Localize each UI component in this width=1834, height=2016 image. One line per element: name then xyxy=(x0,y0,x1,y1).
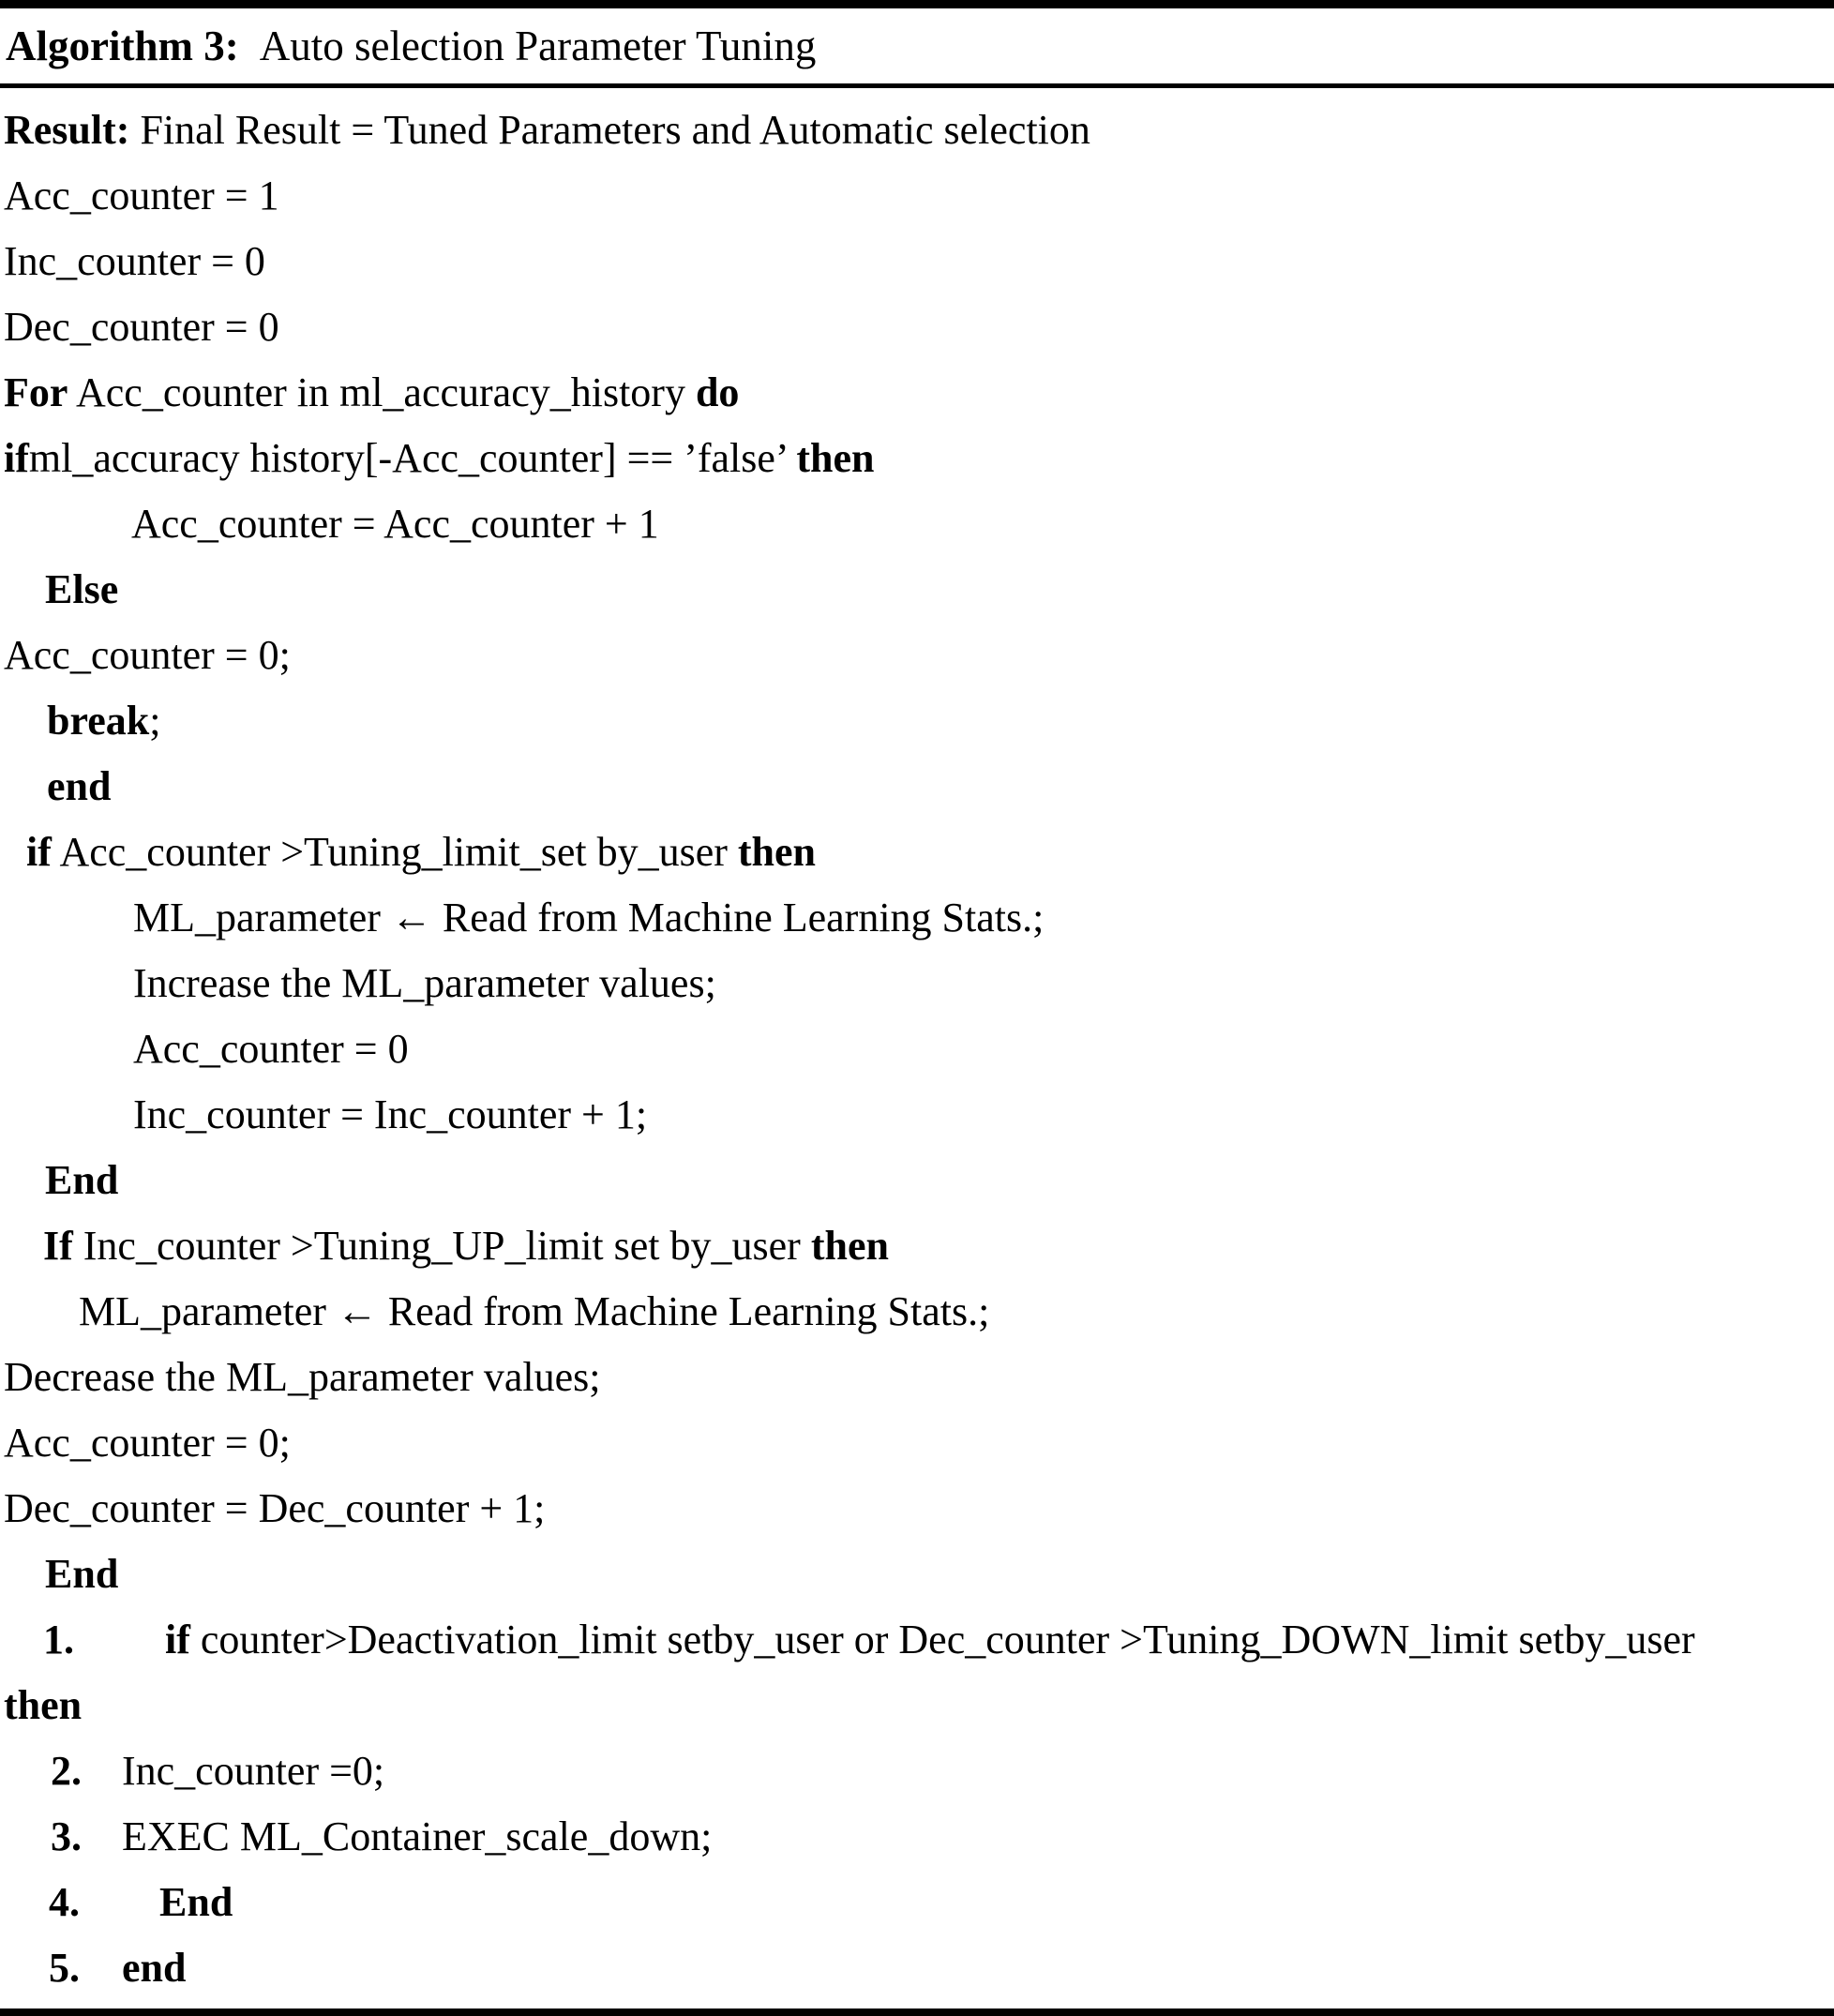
keyword-text: then xyxy=(4,1682,83,1728)
algorithm-line xyxy=(0,426,1834,491)
statement-text: Inc_counter >Tuning_UP_limit set by_user xyxy=(72,1223,811,1269)
algorithm-title: Auto selection Parameter Tuning xyxy=(259,23,817,69)
algorithm-number-label: Algorithm 3: xyxy=(6,23,239,69)
algorithm-line xyxy=(0,1476,1834,1542)
statement-text: counter>Deactivation_limit setby_user or Dec_counter >Tuning_DOWN_limit setby_user xyxy=(189,1617,1695,1662)
algorithm-line xyxy=(0,491,1834,557)
algorithm-line xyxy=(0,1345,1834,1410)
step-number: 2. xyxy=(51,1748,82,1794)
algorithm-line xyxy=(0,754,1834,820)
algorithm-line xyxy=(0,623,1834,688)
algorithm-line xyxy=(0,294,1834,360)
statement-text: Final Result = Tuned Parameters and Automatic selection xyxy=(129,107,1090,153)
keyword-text: if xyxy=(26,829,52,875)
statement-text: Inc_counter = 0 xyxy=(4,238,265,284)
keyword-text: do xyxy=(695,369,740,415)
algorithm-line xyxy=(0,1738,1834,1804)
keyword-text: Else xyxy=(45,566,119,612)
algorithm-line xyxy=(0,951,1834,1016)
statement-text: ML_parameter ← Read from Machine Learning Stats.; xyxy=(79,1288,990,1334)
algorithm-line xyxy=(0,1148,1834,1213)
statement-text: Acc_counter in ml_accuracy_history xyxy=(68,369,696,415)
keyword-text: break xyxy=(47,698,150,744)
statement-text: ; xyxy=(149,698,161,744)
statement-text: EXEC ML_Container_scale_down; xyxy=(122,1813,713,1859)
algorithm-body xyxy=(0,88,1834,2008)
keyword-text: For xyxy=(4,369,68,415)
statement-text: Acc_counter = 0; xyxy=(4,632,291,678)
algorithm-line xyxy=(0,163,1834,229)
algorithm-line xyxy=(0,1082,1834,1148)
algorithm-line xyxy=(0,885,1834,951)
keyword-text: End xyxy=(45,1551,119,1597)
statement-text: Inc_counter = Inc_counter + 1; xyxy=(133,1091,648,1137)
keyword-text: If xyxy=(43,1223,73,1269)
keyword-text: then xyxy=(810,1223,889,1269)
algorithm-line xyxy=(0,1279,1834,1345)
algorithm-line xyxy=(0,1804,1834,1870)
statement-text: Dec_counter = Dec_counter + 1; xyxy=(4,1485,546,1531)
step-number: 3. xyxy=(51,1813,82,1859)
step-number: 5. xyxy=(49,1945,80,1991)
step-number: 1. xyxy=(43,1617,74,1662)
algorithm-line xyxy=(0,1607,1834,1673)
statement-text: Acc_counter = 1 xyxy=(4,173,279,218)
keyword-text: End xyxy=(159,1879,233,1925)
keyword-text: then xyxy=(796,435,875,481)
statement-text: ml_accuracy history[-Acc_counter] == ’false’ xyxy=(28,435,797,481)
keyword-text: then xyxy=(737,829,817,875)
algorithm-line xyxy=(0,557,1834,623)
statement-text: Acc_counter = 0 xyxy=(133,1026,409,1072)
statement-text: Dec_counter = 0 xyxy=(4,304,279,350)
algorithm-line xyxy=(0,229,1834,294)
algorithm-line xyxy=(0,688,1834,754)
algorithm-line xyxy=(0,820,1834,885)
statement-text: Decrease the ML_parameter values; xyxy=(4,1354,601,1400)
algorithm-line xyxy=(0,1870,1834,1935)
algorithm-line xyxy=(0,1542,1834,1607)
statement-text: Acc_counter >Tuning_limit_set by_user xyxy=(51,829,738,875)
algorithm-line xyxy=(0,1410,1834,1476)
keyword-text: Result: xyxy=(4,107,130,153)
algorithm-line xyxy=(0,1213,1834,1279)
statement-text: Inc_counter =0; xyxy=(122,1748,385,1794)
statement-text: ML_parameter ← Read from Machine Learning Stats.; xyxy=(133,895,1045,940)
statement-text: Acc_counter = 0; xyxy=(4,1420,291,1466)
algorithm-line xyxy=(0,360,1834,426)
statement-text: Increase the ML_parameter values; xyxy=(133,960,716,1006)
keyword-text: end xyxy=(122,1945,187,1991)
keyword-text: if xyxy=(165,1617,190,1662)
algorithm-line xyxy=(0,1016,1834,1082)
algorithm-line xyxy=(0,1935,1834,2001)
keyword-text: if xyxy=(4,435,29,481)
algorithm-line xyxy=(0,1673,1834,1738)
keyword-text: end xyxy=(47,763,112,809)
step-number: 4. xyxy=(49,1879,80,1925)
algorithm-header xyxy=(0,8,1834,88)
keyword-text: End xyxy=(45,1157,119,1203)
statement-text: Acc_counter = Acc_counter + 1 xyxy=(131,501,659,547)
algorithm-line xyxy=(0,98,1834,163)
